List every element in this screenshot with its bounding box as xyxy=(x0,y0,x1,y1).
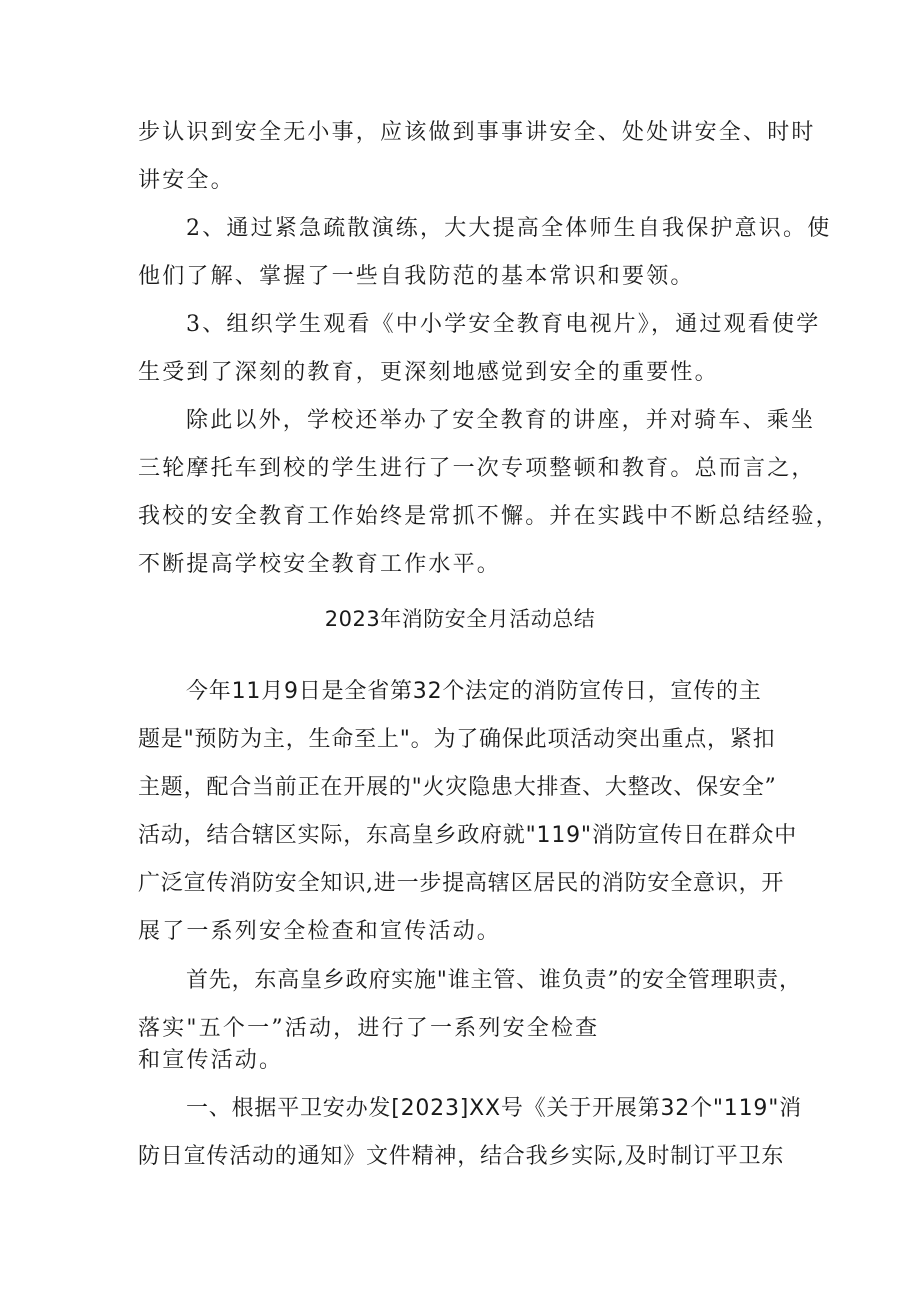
paragraph-1-line-1: 步认识到安全无小事，应该做到事事讲安全、处处讲安全、时时 xyxy=(138,120,816,145)
paragraph-5-line-5: 广泛宣传消防安全知识,进一步提高辖区居民的消防安全意识，开 xyxy=(138,871,785,896)
paragraph-5-line-4: 活动，结合辖区实际，东高皇乡政府就"119"消防宣传日在群众中 xyxy=(138,823,798,848)
paragraph-2-line-2: 他们了解、掌握了一些自我防范的基本常识和要领。 xyxy=(138,264,695,289)
paragraph-7-line-1: 一、根据平卫安办发[2023]XX号《关于开展第32个"119"消 xyxy=(186,1096,802,1121)
paragraph-5-line-1: 今年11月9日是全省第32个法定的消防宣传日，宣传的主 xyxy=(186,679,762,704)
paragraph-3-line-2: 生受到了深刻的教育，更深刻地感觉到安全的重要性。 xyxy=(138,360,719,385)
paragraph-4-line-4: 不断提高学校安全教育工作水平。 xyxy=(138,552,502,577)
paragraph-6-line-1: 首先，东高皇乡政府实施"谁主管、谁负责”的安全管理职责， xyxy=(186,968,802,993)
paragraph-7-line-2: 防日宣传活动的通知》文件精神，结合我乡实际,及时制订平卫东 xyxy=(138,1144,785,1169)
paragraph-1-line-2: 讲安全。 xyxy=(138,168,235,193)
paragraph-5-line-3: 主题，配合当前正在开展的"火灾隐患大排查、大整改、保安全” xyxy=(138,775,777,800)
paragraph-4-line-1: 除此以外，学校还举办了安全教育的讲座，并对骑车、乘坐 xyxy=(186,408,816,433)
paragraph-4-line-2: 三轮摩托车到校的学生进行了一次专项整顿和教育。总而言之， xyxy=(138,456,816,481)
paragraph-5-line-2: 题是"预防为主，生命至上"。为了确保此项活动突出重点，紧扣 xyxy=(138,727,776,752)
paragraph-2-line-1: 2、通过紧急疏散演练，大大提高全体师生自我保护意识。使 xyxy=(186,216,832,241)
section-title: 2023年消防安全月活动总结 xyxy=(324,607,596,631)
paragraph-4-line-3: 我校的安全教育工作始终是常抓不懈。并在实践中不断总结经验， xyxy=(138,504,840,529)
paragraph-6-line-3: 和宣传活动。 xyxy=(138,1048,284,1073)
paragraph-5-line-6: 展了一系列安全检查和宣传活动。 xyxy=(138,919,502,944)
paragraph-3-line-1: 3、组织学生观看《中小学安全教育电视片》，通过观看使学 xyxy=(186,312,821,337)
paragraph-6-line-2: 落实"五个一”活动，进行了一系列安全检查 xyxy=(138,1016,600,1041)
